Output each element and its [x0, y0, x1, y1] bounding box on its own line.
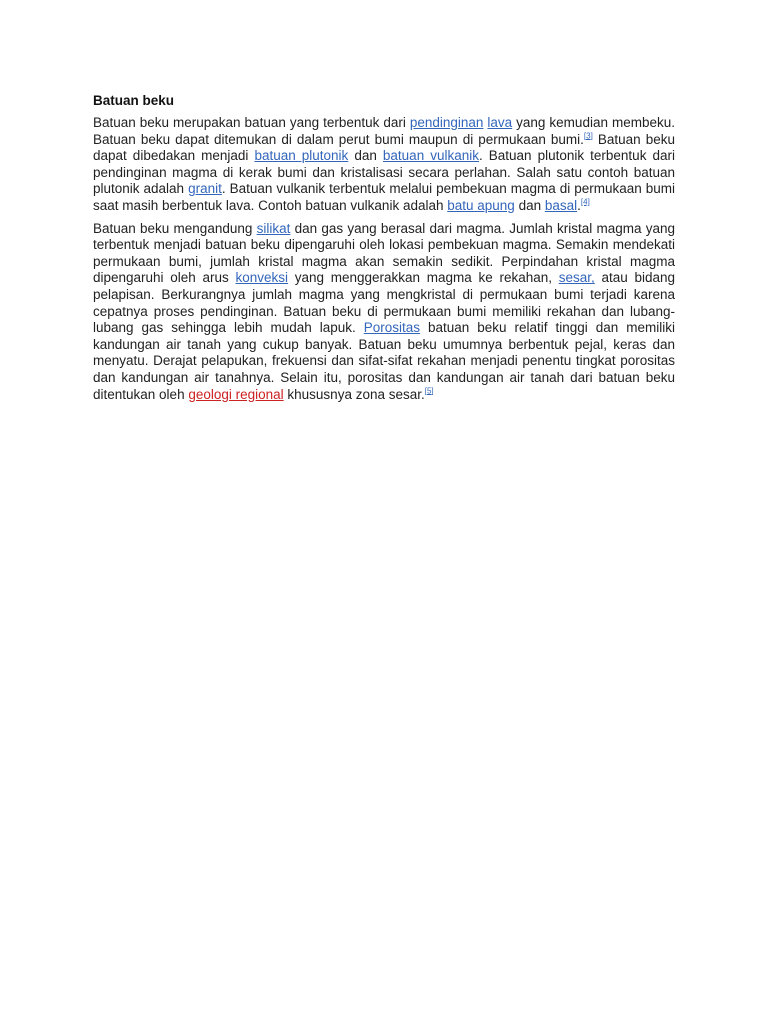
link-geologi-regional[interactable]: geologi regional	[188, 386, 284, 402]
citation-link-3[interactable]: [3]	[583, 131, 593, 141]
article-body	[93, 92, 675, 409]
citation-ref	[425, 386, 434, 395]
text-run: yang kemudian membeku. Batuan beku dapat ditemukan di dalam perut bumi maupun di permukaan bumi.	[93, 115, 675, 147]
text-run: . Batuan plutonik terbentuk dari pendinginan magma di kerak bumi dan kristalisasi secara perlahan. Salah satu contoh batuan plutonik adalah	[93, 148, 675, 197]
text-run: Batuan beku merupakan batuan yang terbentuk dari	[93, 115, 410, 130]
link-porositas[interactable]: Porositas	[363, 320, 421, 336]
link-konveksi[interactable]: konveksi	[235, 270, 289, 286]
text-run: atau bidang pelapisan. Berkurangnya jumlah magma yang mengkristal di permukaan bumi terjadi karena cepatnya proses pendinginan. Batuan beku di permukaan bumi memiliki rekahan dan lubang-lubang gas sehingga lebih mudah lapuk.	[93, 270, 675, 336]
link-batuan-vulkanik[interactable]: batuan vulkanik	[382, 148, 479, 164]
link-sesar[interactable]: sesar,	[558, 270, 595, 286]
text-run: Batuan beku mengandung	[93, 220, 257, 236]
paragraph-1	[93, 115, 675, 215]
section-heading: Batuan beku	[93, 93, 175, 108]
text-run: dan gas yang berasal dari magma. Jumlah kristal magma yang terbentuk menjadi batuan beku dipengaruhi oleh lokasi pembekuan magma. Semakin mendekati permukaan bumi, jumlah kristal magma akan semakin sedikit. Perpindahan kristal magma dipengaruhi oleh arus	[93, 220, 676, 286]
citation-link-5[interactable]: [5]	[424, 386, 434, 395]
citation-ref	[581, 197, 590, 206]
text-run: . Batuan vulkanik terbentuk melalui pembekuan magma di permukaan bumi saat masih berbentuk lava. Contoh batuan vulkanik adalah	[93, 181, 676, 213]
text-run: yang menggerakkan magma ke rekahan,	[288, 270, 559, 286]
text-run: Batuan beku dapat dibedakan menjadi	[93, 131, 675, 164]
citation-link-4[interactable]: [4]	[580, 197, 590, 207]
link-batu-apung[interactable]: batu apung	[447, 197, 515, 213]
text-run: batuan beku relatif tinggi dan memiliki kandungan air tanah yang cukup banyak. Batuan beku umumnya berbentuk pejal, keras dan menyatu. Derajat pelapukan, frekuensi dan sifat-sifat rekahan menjadi penentu tingkat porositas dan kandungan air tanahnya. Selain itu, porositas dan kandungan air tanah dari batuan beku ditentukan oleh	[93, 320, 675, 402]
link-pendinginan[interactable]: pendinginan	[409, 115, 484, 130]
link-granit[interactable]: granit	[188, 181, 222, 197]
text-run: .	[577, 197, 581, 213]
citation-ref	[584, 131, 593, 140]
paragraph-2	[93, 221, 675, 404]
link-basal[interactable]: basal	[544, 197, 578, 213]
text-run: dan	[348, 148, 383, 164]
text-run: dan	[514, 197, 545, 213]
text-run: khususnya zona sesar.	[283, 386, 425, 402]
link-lava[interactable]: lava	[487, 115, 513, 130]
link-silikat[interactable]: silikat	[256, 220, 291, 236]
link-batuan-plutonik[interactable]: batuan plutonik	[254, 148, 349, 164]
